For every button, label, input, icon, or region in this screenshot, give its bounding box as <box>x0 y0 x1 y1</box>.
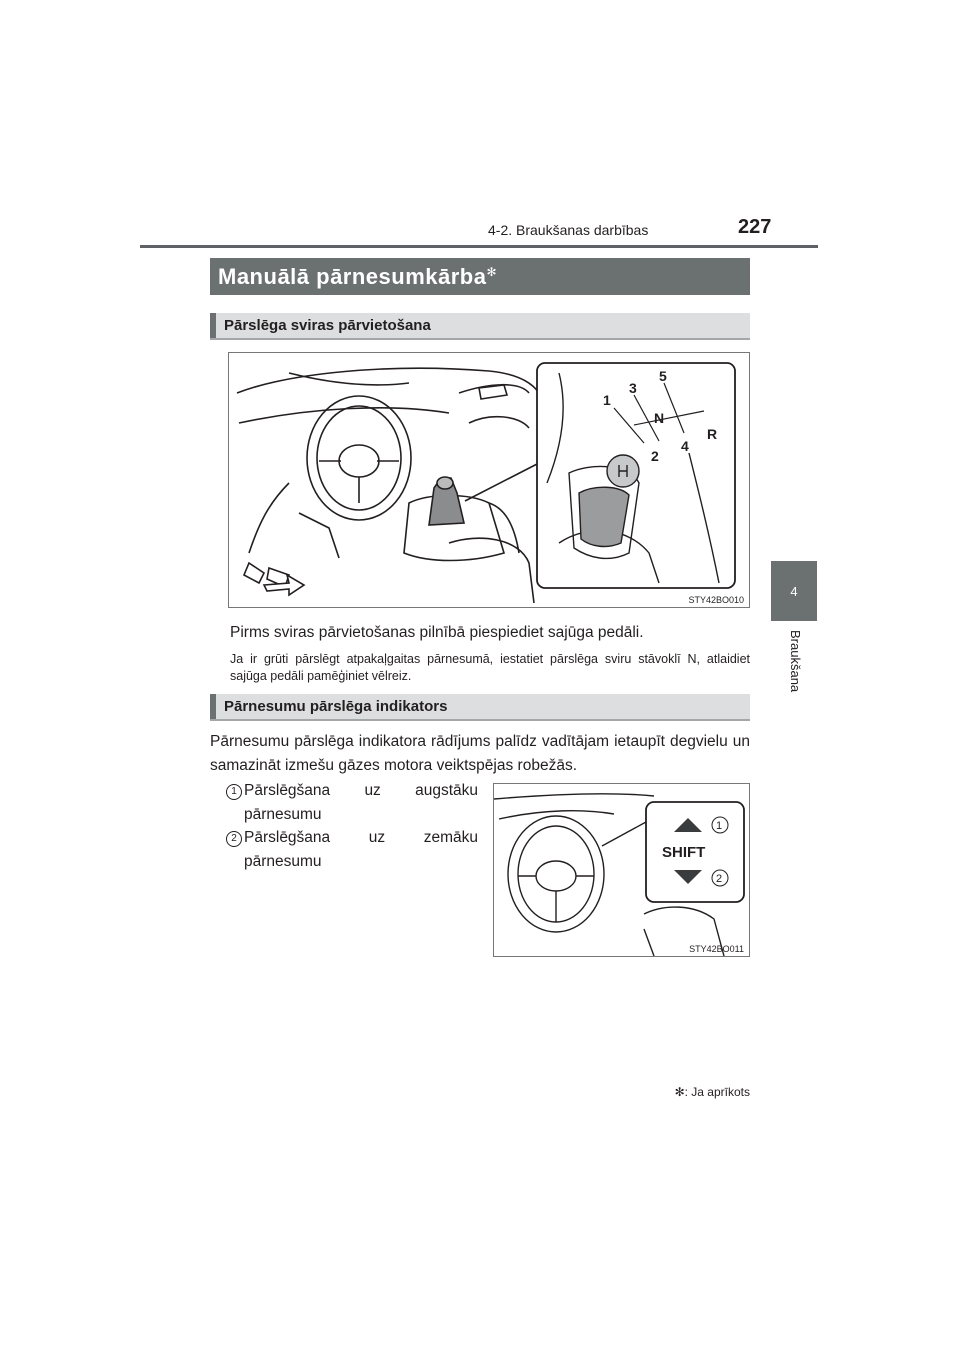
item-word: Pārslēgšana <box>244 829 331 846</box>
chapter-label: Braukšana <box>788 630 803 693</box>
section-heading-text: Pārslēga sviras pārvietošana <box>224 317 431 334</box>
heading-bar <box>210 694 216 719</box>
section-header: 4-2. Braukšanas darbības <box>488 222 649 238</box>
item-word: Pārslēgšana <box>244 782 331 799</box>
gear-label-5: 5 <box>659 368 667 384</box>
chapter-tab: 4 <box>771 561 817 621</box>
footnote-mark: ✻ <box>674 1085 685 1099</box>
page-title <box>210 258 750 295</box>
item-word: augstāku <box>415 782 478 799</box>
item-word: uz <box>368 829 386 846</box>
indicator-num-1: 1 <box>716 820 723 832</box>
section-heading-shift-indicator <box>210 694 750 721</box>
item-word: zemāku <box>423 829 478 846</box>
gear-label-n: N <box>654 410 665 426</box>
gear-label-3: 3 <box>629 380 637 396</box>
header-rule <box>140 245 818 248</box>
heading-bar <box>210 313 216 338</box>
note-text: Ja ir grūti pārslēgt atpakaļgaitas pārnesumā, iestatiet pārslēga sviru stāvoklī N, atlaidiet sajūga pedāli pamēģiniet vēlreiz. <box>230 652 750 683</box>
indicator-num-2: 2 <box>716 873 723 885</box>
page-title-text: Manuālā pārnesumkārba <box>218 264 487 289</box>
footnote-text: : Ja aprīkots <box>684 1085 750 1099</box>
gear-lever-illustration <box>228 352 750 608</box>
list-item <box>228 779 478 827</box>
figure-code: STY42BO011 <box>689 944 744 954</box>
item-number: 2 <box>226 831 242 847</box>
item-word: uz <box>364 782 381 799</box>
section-heading-text: Pārnesumu pārslēga indikators <box>224 698 448 715</box>
footnote <box>600 1085 750 1099</box>
instruction-text: Pirms sviras pārvietošanas pilnībā piespiediet sajūga pedāli. <box>230 624 644 641</box>
shift-indicator-illustration <box>493 783 750 957</box>
equipped-mark: ✻ <box>486 265 498 279</box>
indicator-paragraph: Pārnesumu pārslēga indikatora rādījums palīdz vadītājam ietaupīt degvielu un samazināt izmešu gāzes motora veiktspējas robežās. <box>210 733 750 774</box>
list-item <box>228 826 478 874</box>
item-number: 1 <box>226 784 242 800</box>
cockpit-drawing <box>494 784 749 956</box>
section-heading-gear-lever <box>210 313 750 340</box>
gear-label-1: 1 <box>603 392 611 408</box>
item-line2: pārnesumu <box>244 806 322 823</box>
gear-label-2: 2 <box>651 448 659 464</box>
item-line2: pārnesumu <box>244 853 322 870</box>
gear-label-r: R <box>707 426 718 442</box>
figure-code: STY42BO010 <box>688 595 744 605</box>
page-number: 227 <box>738 216 772 238</box>
shift-label: SHIFT <box>662 844 706 861</box>
gear-label-4: 4 <box>681 438 689 454</box>
car-interior-drawing <box>229 353 749 607</box>
